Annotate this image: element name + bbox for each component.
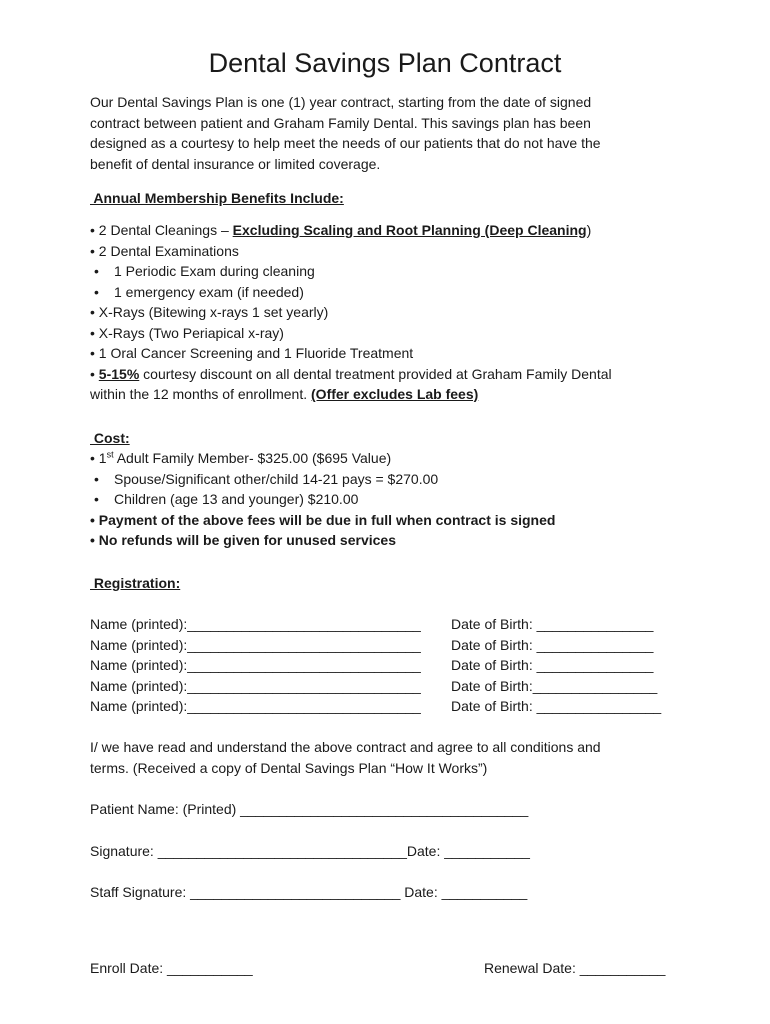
registration-row xyxy=(90,676,690,697)
staff-signature-field[interactable]: Staff Signature: ___________________________ Date: ___________ xyxy=(90,884,528,900)
intro-line: designed as a courtesy to help meet the needs of our patients that do not have the xyxy=(90,135,601,151)
intro-line: contract between patient and Graham Family Dental. This savings plan has been xyxy=(90,114,591,131)
list-item xyxy=(90,448,690,469)
benefits-list xyxy=(90,220,690,405)
cleanings-exclusion: Excluding Scaling and Root Planning (Deep Cleaning xyxy=(232,222,587,238)
intro-paragraph xyxy=(90,92,690,174)
intro-line: Our Dental Savings Plan is one (1) year contract, starting from the date of signed xyxy=(90,94,592,110)
cleanings-prefix: • 2 Dental Cleanings – xyxy=(90,222,233,238)
name-field[interactable]: Name (printed):______________________________ xyxy=(90,677,421,694)
registration-row xyxy=(90,696,690,717)
discount-bullet: • xyxy=(90,365,99,382)
dob-field[interactable]: Date of Birth: ________________ xyxy=(451,698,662,714)
dob-field[interactable]: Date of Birth: _______________ xyxy=(451,636,654,653)
refund-notice: • No refunds will be given for unused services xyxy=(90,532,396,548)
agreement-statement xyxy=(90,737,690,778)
payment-notice: • Payment of the above fees will be due in full when contract is signed xyxy=(90,511,556,528)
list-item-continued xyxy=(90,384,690,405)
renewal-date-field[interactable]: Renewal Date: ___________ xyxy=(484,960,666,976)
name-field[interactable]: Name (printed):______________________________ xyxy=(90,657,421,673)
discount-percent: 5-15% xyxy=(98,365,140,382)
dob-field[interactable]: Date of Birth:________________ xyxy=(451,677,658,694)
dob-field[interactable]: Date of Birth: _______________ xyxy=(451,616,654,632)
sub-list-item: • 1 emergency exam (if needed) xyxy=(90,282,690,303)
page-title: Dental Savings Plan Contract xyxy=(208,48,562,78)
enroll-date-field[interactable]: Enroll Date: ___________ xyxy=(90,960,253,976)
benefits-heading: Annual Membership Benefits Include: xyxy=(90,190,344,206)
adult-ordinal: st xyxy=(106,449,114,460)
name-field[interactable]: Name (printed):______________________________ xyxy=(90,616,421,632)
signature-field[interactable]: Signature: ________________________________Date: ___________ xyxy=(90,843,530,859)
sub-list-item: • Children (age 13 and younger) $210.00 xyxy=(90,489,690,510)
cost-heading: Cost: xyxy=(90,430,130,446)
intro-line: benefit of dental insurance or limited coverage. xyxy=(90,155,381,172)
discount-text: courtesy discount on all dental treatment provided at Graham Family Dental xyxy=(139,365,612,382)
list-item: • 2 Dental Examinations xyxy=(90,242,239,259)
registration-row xyxy=(90,614,690,635)
cleanings-suffix: ) xyxy=(586,222,592,238)
list-item: • 1 Oral Cancer Screening and 1 Fluoride Treatment xyxy=(90,345,414,361)
adult-text: Adult Family Member- $325.00 ($695 Value) xyxy=(113,450,392,466)
sub-list-item: • 1 Periodic Exam during cleaning xyxy=(90,261,690,282)
list-item xyxy=(90,364,690,385)
dob-field[interactable]: Date of Birth: _______________ xyxy=(451,657,654,673)
registration-row xyxy=(90,655,690,676)
discount-note: (Offer excludes Lab fees) xyxy=(311,386,479,402)
registration-heading: Registration: xyxy=(90,575,181,591)
patient-name-field[interactable]: Patient Name: (Printed) _____________________________________ xyxy=(90,801,529,817)
registration-row xyxy=(90,635,690,656)
name-field[interactable]: Name (printed):______________________________ xyxy=(90,636,421,653)
registration-form xyxy=(90,614,690,717)
adult-prefix: • 1 xyxy=(90,450,107,466)
sub-list-item: • Spouse/Significant other/child 14-21 pays = $270.00 xyxy=(90,469,690,490)
list-item: • X-Rays (Two Periapical x-ray) xyxy=(90,324,284,341)
discount-text-2: within the 12 months of enrollment. xyxy=(90,386,312,402)
agreement-line: I/ we have read and understand the above contract and agree to all conditions and xyxy=(90,739,601,755)
agreement-line: terms. (Received a copy of Dental Savings Plan “How It Works”) xyxy=(90,759,488,776)
list-item: • X-Rays (Bitewing x-rays 1 set yearly) xyxy=(90,304,329,320)
list-item xyxy=(90,220,690,241)
cost-list xyxy=(90,448,690,551)
name-field[interactable]: Name (printed):______________________________ xyxy=(90,698,421,714)
